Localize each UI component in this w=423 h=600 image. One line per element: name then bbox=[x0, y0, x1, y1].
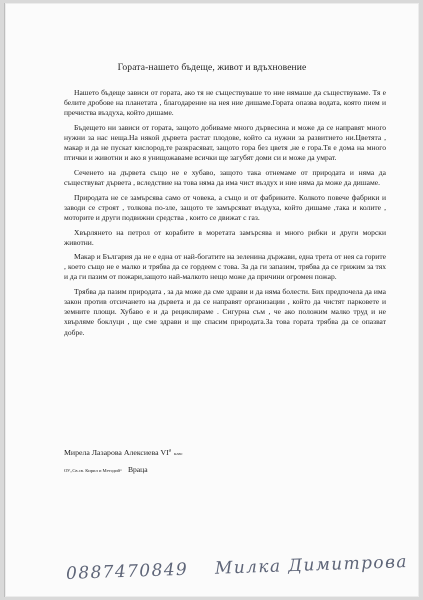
paragraph-6: Макар и България да не е една от най-богатите на зеленина държави, една трета от нея са горите , което също не е малко и трябва да се гордеем с това. За да ги запазим, трябва да се грижим за тях и да ги пазим от пожари,защото най-малкото нещо може да причини огромен пожар. bbox=[64, 252, 386, 282]
handwritten-phone: 0887470849 bbox=[65, 559, 189, 584]
author-line bbox=[64, 448, 183, 457]
school-city: Враца bbox=[127, 465, 148, 474]
paragraph-3: Сеченето на дървета също не е хубаво, защото така отнемаме от природата и няма да съществуват дървета , вследствие на това няма да има чист въздух и ние няма да може да дишаме. bbox=[64, 167, 386, 187]
author-grade-suffix: клас bbox=[173, 451, 183, 456]
document-page bbox=[4, 3, 419, 597]
paragraph-1: Нашето бъдеще зависи от гората, ако тя не съществуваше то ние нямаше да съществуваме. Тя е белите дробове на планетата , благодарение на нея ние дишаме.Гората опазва водата, която пием и пречиства въздуха, който дишаме. bbox=[64, 88, 386, 118]
document-title: Гората-нашето бъдеще, живот и вдъхновение bbox=[117, 62, 307, 73]
handwritten-note bbox=[66, 552, 408, 584]
paragraph-5: Хвърлянето на петрол от корабите в моретата замърсява и много рибки и други морски животни. bbox=[64, 227, 386, 247]
paragraph-7: Трябва да пазим природата , за да може да сме здрави и да няма болести. Бих предпочела да има закон против отсичането на дървета и да се направят организации , който да чистят парковете и земните площи. Хубаво е и да рециклираме . Сигурна съм , че ако положим малко труд и не хвърляме боклуци , ще сме здрави и ще спасим природата.За това гората трябва да се опазват добре. bbox=[64, 287, 386, 337]
author-grade-letter: а bbox=[168, 448, 171, 454]
paragraph-4: Природата не се замърсява само от човека, а също и от фабриките. Колкото повече фабрики и заводи се строят , толкова по-зле, защото те замърсяват въздуха, който дишаме ,така и колите , моторите и други подвижни средства , които се движат с газ. bbox=[64, 192, 386, 222]
author-name: Мирела Лазарова Алексиева VI bbox=[64, 448, 169, 457]
handwritten-name: Милка Димитрова bbox=[214, 552, 409, 579]
school-name: ОУ„Св.св. Кирил и Методий“ bbox=[64, 468, 123, 473]
essay-body bbox=[64, 88, 386, 342]
school-line bbox=[64, 465, 148, 474]
paragraph-2: Бъдещето ни зависи от гората, защото добиваме много дървесина и може да се направят много нужни за нас неща.На някой дървета растат плодове, който са нужни за развитието ни.Цветята , макар и да не пускат кислород,те разкрасяват, защото гора без цветя ,не е гора.Тя е дома на много птички и животни и ако я унищожаваме всички ще загубят доми си и може да умрат. bbox=[64, 122, 386, 163]
